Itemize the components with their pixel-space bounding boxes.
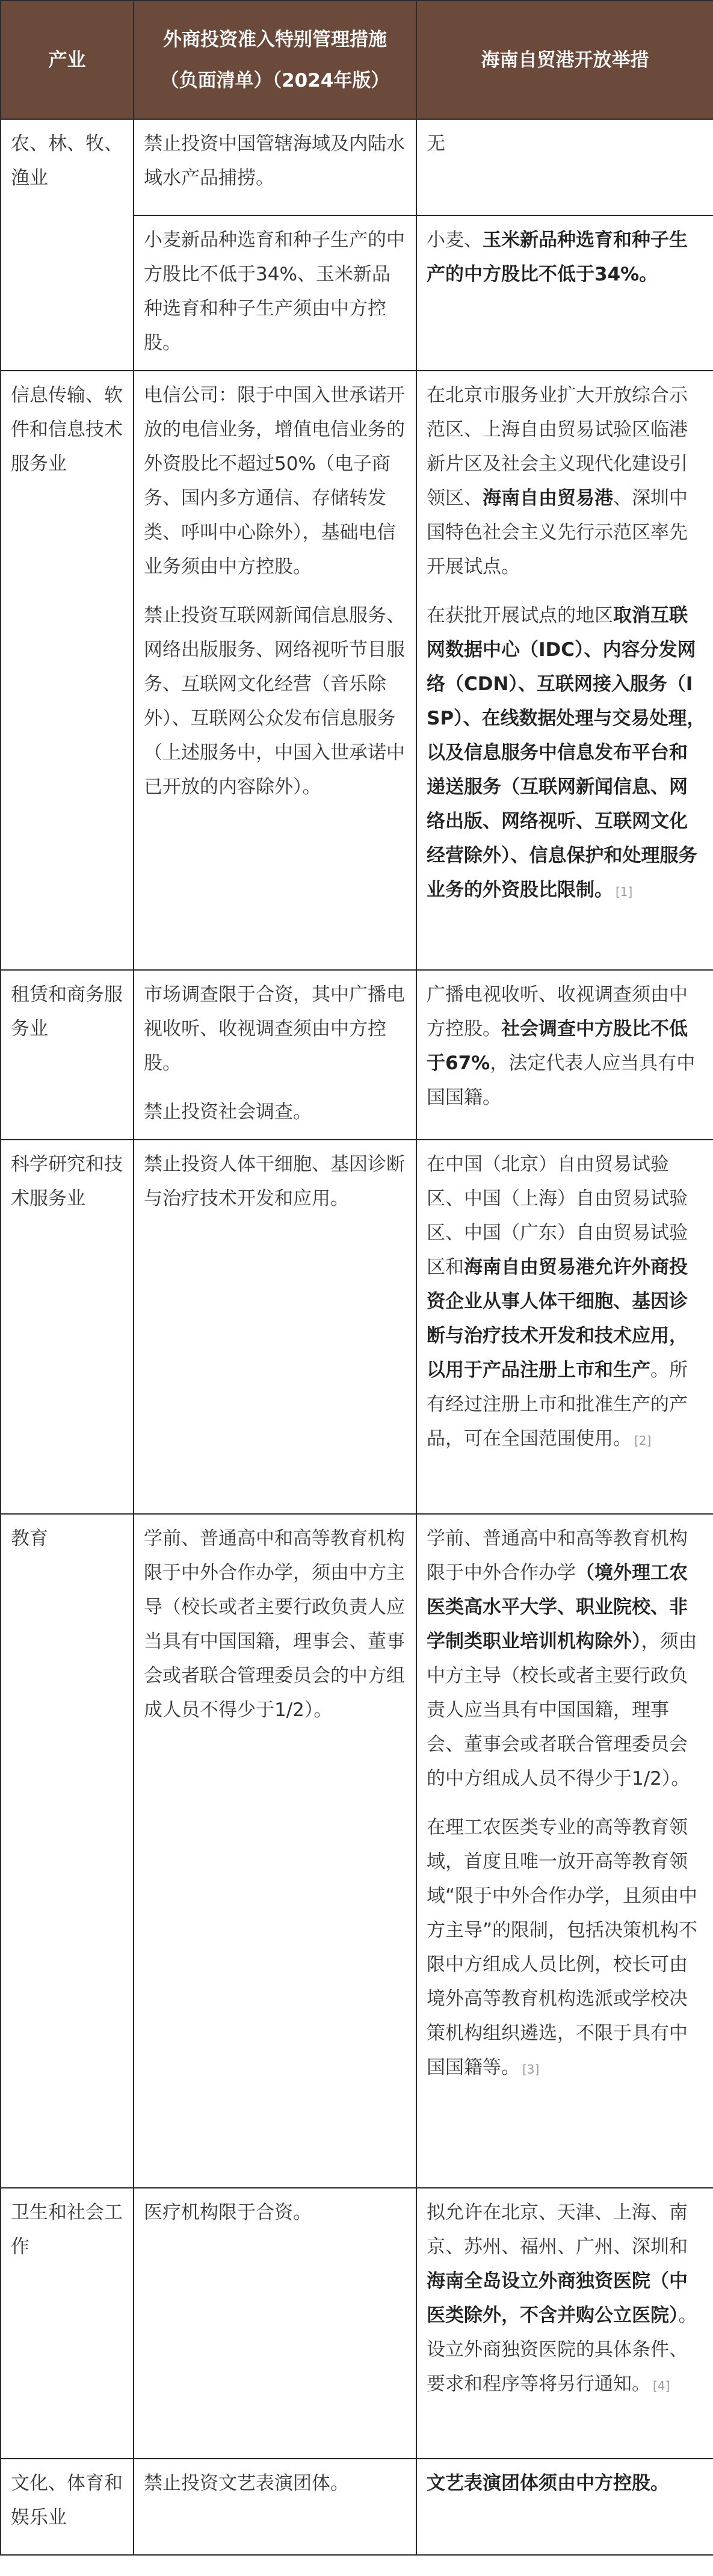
hainan-text bbox=[427, 1522, 706, 1796]
hainan-text bbox=[427, 378, 706, 584]
hainan-cell bbox=[416, 119, 713, 215]
hainan-cell bbox=[416, 2459, 713, 2555]
industry-cell: 科学研究和技术服务业 bbox=[1, 1140, 134, 1514]
hainan-text-plain: 在北京市服务业扩大开放综合示范区、上海自由贸易试验区临港新片区及社会主义现代化建设引领区、 bbox=[427, 385, 688, 509]
footnote-ref[interactable]: [3] bbox=[522, 2062, 540, 2077]
hainan-text bbox=[427, 599, 706, 909]
table-row bbox=[1, 2188, 713, 2459]
hainan-text-plain: 学前、普通高中和高等教育机构限于中外合作办学 bbox=[427, 1528, 688, 1584]
hainan-text-plain: 在获批开展试点的地区 bbox=[427, 605, 613, 626]
footnote-ref[interactable]: [2] bbox=[634, 1433, 652, 1448]
negative-list-cell bbox=[134, 2459, 416, 2555]
hainan-text-plain: 广播电视收听、收视调查须由中方控股。 bbox=[427, 984, 688, 1040]
negative-list-cell bbox=[134, 119, 416, 215]
footnote-ref[interactable]: [4] bbox=[653, 2379, 670, 2393]
hainan-text-bold: 海南自由贸易港 bbox=[483, 487, 613, 509]
negative-list-cell bbox=[134, 1140, 416, 1514]
table-row bbox=[1, 371, 713, 970]
negative-list-text: 禁止投资互联网新闻信息服务、网络出版服务、网络视听节目服务、互联网文化经营（音乐除外）、互联网公众发布信息服务（上述服务中，中国入世承诺中已开放的内容除外）。 bbox=[144, 605, 405, 798]
hainan-text-bold: 玉米新品种选育和种子生产的中方股比不低于34%。 bbox=[427, 229, 688, 285]
hainan-text-bold: 海南全岛设立外商独资医院（中医类除外，不含并购公立医院） bbox=[427, 2270, 688, 2326]
hainan-text-plain: 在中国（北京）自由贸易试验区、中国（上海）自由贸易试验区、中国（广东）自由贸易试验区和 bbox=[427, 1154, 688, 1278]
hainan-cell bbox=[416, 371, 713, 970]
hainan-text-plain: 。所有经过注册上市和批准生产的产品，可在全国范围使用。 bbox=[427, 1359, 688, 1450]
hainan-cell bbox=[416, 1140, 713, 1514]
footnote-ref[interactable]: [1] bbox=[616, 885, 633, 899]
negative-list-text: 禁止投资中国管辖海域及内陆水域水产品捕捞。 bbox=[144, 133, 405, 189]
negative-list-cell bbox=[134, 371, 416, 970]
header-industry: 产业 bbox=[1, 1, 134, 119]
negative-list-cell bbox=[134, 215, 416, 371]
hainan-cell bbox=[416, 2188, 713, 2459]
negative-list-cell bbox=[134, 2188, 416, 2459]
hainan-text bbox=[427, 1147, 706, 1458]
hainan-cell bbox=[416, 215, 713, 371]
negative-list-text: 禁止投资社会调查。 bbox=[144, 1101, 312, 1123]
negative-list-cell bbox=[134, 1514, 416, 2188]
hainan-text bbox=[427, 223, 706, 292]
negative-list-text: 小麦新品种选育和种子生产的中方股比不低于34%、玉米新品种选育和种子生产须由中方控股。 bbox=[144, 229, 405, 354]
negative-list-text: 禁止投资人体干细胞、基因诊断与治疗技术开发和应用。 bbox=[144, 1154, 405, 1209]
negative-list-text: 市场调查限于合资，其中广播电视收听、收视调查须由中方控股。 bbox=[144, 984, 405, 1074]
negative-list-text: 学前、普通高中和高等教育机构限于中外合作办学，须由中方主导（校长或者主要行政负责人应当具有中国国籍，理事会、董事会或者联合管理委员会的中方组成人员不得少于1/2）。 bbox=[144, 1528, 405, 1721]
negative-list-cell bbox=[134, 970, 416, 1140]
hainan-cell bbox=[416, 1514, 713, 2188]
hainan-cell bbox=[416, 970, 713, 1140]
table-row bbox=[1, 1514, 713, 2188]
hainan-text-bold: 社会调查中方股比不低于67% bbox=[427, 1018, 688, 1074]
industry-cell: 农、林、牧、渔业 bbox=[1, 119, 134, 371]
hainan-text: 无 bbox=[427, 133, 445, 155]
header-negative-list bbox=[134, 1, 416, 119]
industry-cell: 租赁和商务服务业 bbox=[1, 970, 134, 1140]
negative-list-text: 医疗机构限于合资。 bbox=[144, 2202, 312, 2223]
hainan-text-bold: （境外理工农医类高水平大学、职业院校、非学制类职业培训机构除外） bbox=[427, 1562, 688, 1652]
negative-list-text: 电信公司：限于中国入世承诺开放的电信业务，增值电信业务的外资股比不超过50%（电子商务、国内多方通信、存储转发类、呼叫中心除外），基础电信业务须由中方控股。 bbox=[144, 385, 405, 578]
industry-cell: 信息传输、软件和信息技术服务业 bbox=[1, 371, 134, 970]
industry-cell: 卫生和社会工作 bbox=[1, 2188, 134, 2459]
table-row bbox=[1, 970, 713, 1140]
hainan-text bbox=[427, 2196, 706, 2403]
hainan-text-bold: 文艺表演团体须由中方控股。 bbox=[427, 2473, 669, 2494]
header-hainan-measures: 海南自贸港开放举措 bbox=[416, 1, 713, 119]
hainan-text-plain: 在理工农医类专业的高等教育领域，首度且唯一放开高等教育领域“限于中外合作办学，且须由中方主导”的限制，包括决策机构不限中方组成人员比例，校长可由境外高等教育机构选派或学校决策机构组织遴选，不限于具有中国国籍等。 bbox=[427, 1817, 698, 2078]
hainan-text bbox=[427, 978, 706, 1115]
hainan-text-plain: 、深圳中国特色社会主义先行示范区率先开展试点。 bbox=[427, 487, 688, 578]
hainan-text-plain: ，须由中方主导（校长或者主要行政负责人应当具有中国国籍，理事会、董事会或者联合管理委员会的中方组成人员不得少于1/2）。 bbox=[427, 1631, 697, 1790]
industry-cell: 教育 bbox=[1, 1514, 134, 2188]
hainan-text-bold: 海南自由贸易港允许外商投资企业从事人体干细胞、基因诊断与治疗技术开发和技术应用，以用于产品注册上市和生产 bbox=[427, 1256, 688, 1381]
industry-cell: 文化、体育和娱乐业 bbox=[1, 2459, 134, 2555]
hainan-text-bold: 取消互联网数据中心（IDC）、内容分发网络（CDN）、互联网接入服务（ISP）、在线数据处理与交易处理，以及信息服务中信息发布平台和递送服务（互联网新闻信息、网络出版、网络视听、互联网文化经营除外）、信息保护和处理服务业务的外资股比限制。 bbox=[427, 605, 706, 901]
table-header-row bbox=[1, 1, 713, 119]
hainan-text-plain: 拟允许在北京、天津、上海、南京、苏州、福州、广州、深圳和 bbox=[427, 2202, 688, 2258]
table-row bbox=[1, 119, 713, 215]
table-row bbox=[1, 2459, 713, 2555]
hainan-text-plain: 小麦、 bbox=[427, 229, 483, 251]
hainan-text-plain: 。设立外商独资医院的具体条件、要求和程序等将另行通知。 bbox=[427, 2305, 697, 2395]
table-row bbox=[1, 1140, 713, 1514]
negative-list-text: 禁止投资文艺表演团体。 bbox=[144, 2473, 349, 2494]
hainan-text-plain: ，法定代表人应当具有中国国籍。 bbox=[427, 1052, 696, 1108]
header-negative-list-subtitle: （负面清单）（2024年版） bbox=[160, 69, 390, 91]
header-negative-list-title: 外商投资准入特别管理措施 bbox=[163, 28, 387, 51]
hainan-text bbox=[427, 1811, 706, 2087]
